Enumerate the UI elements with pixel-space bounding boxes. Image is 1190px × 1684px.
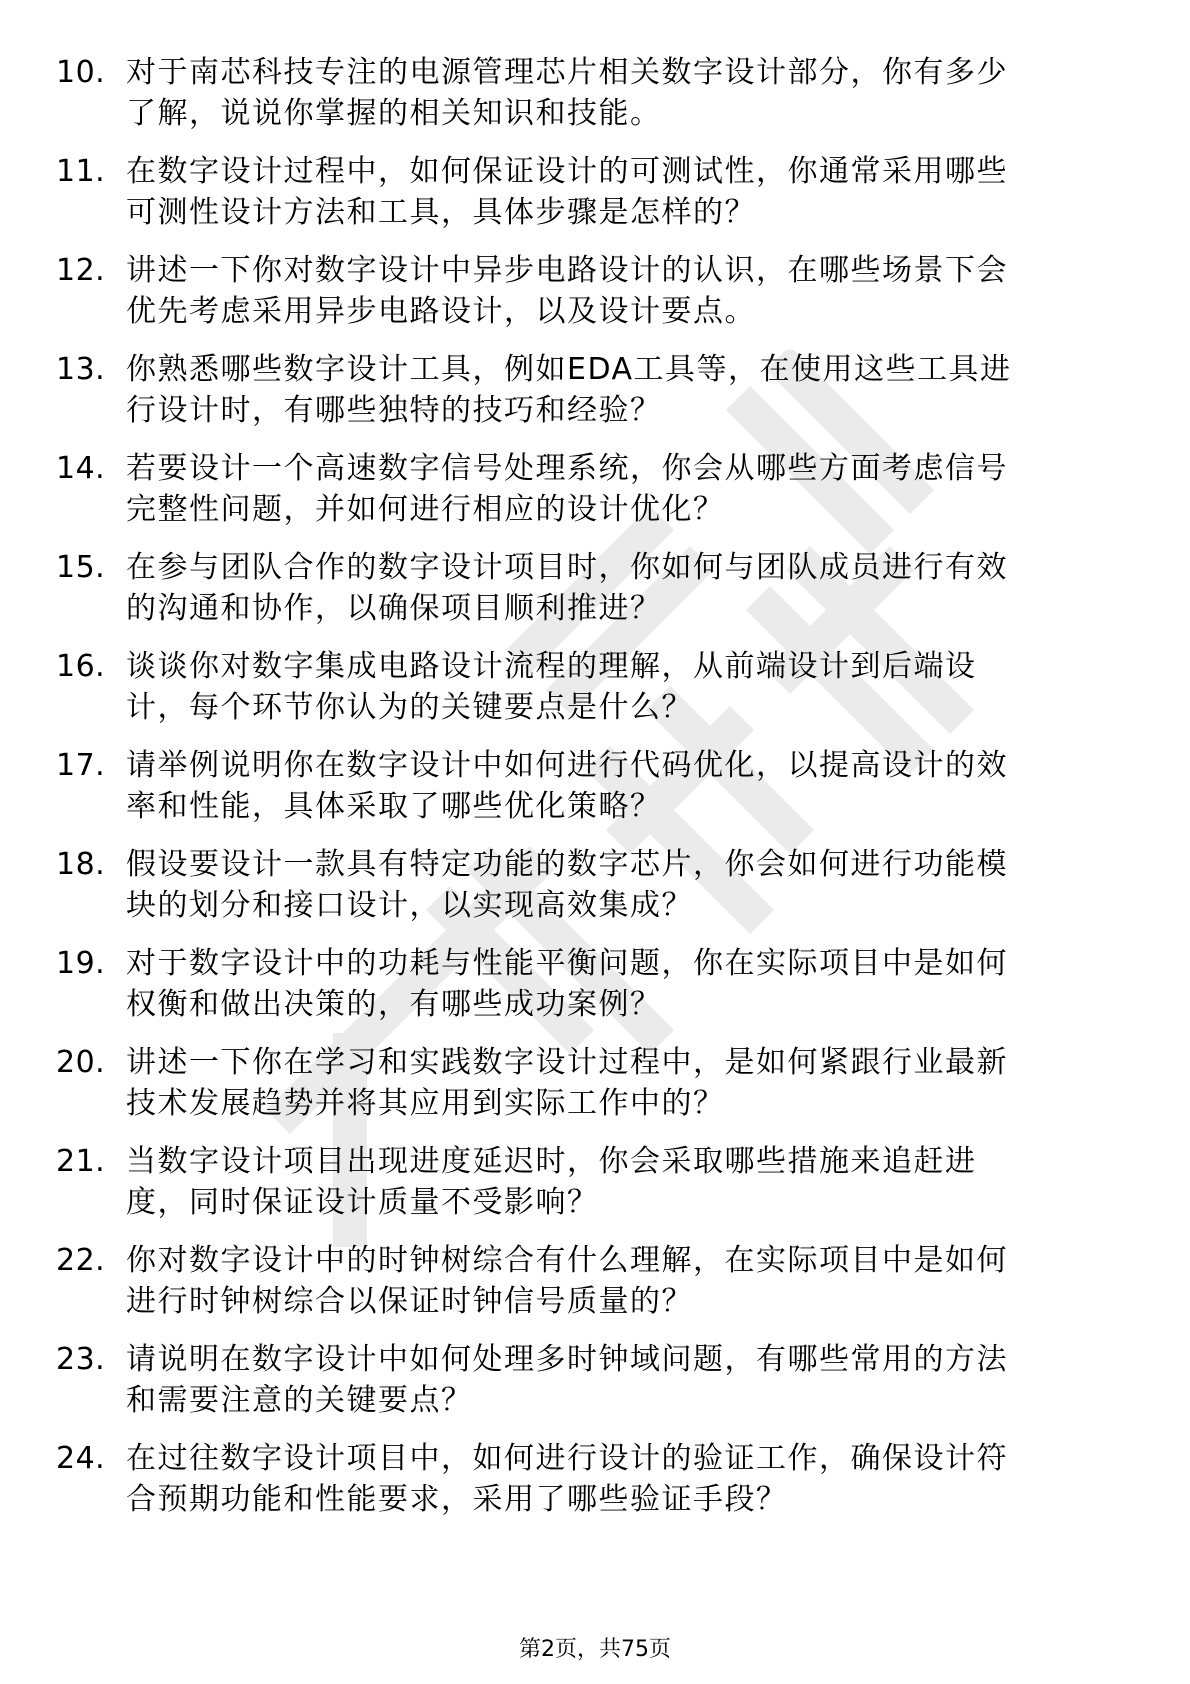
question-number: 19.	[56, 946, 106, 981]
list-item	[0, 349, 1190, 448]
list-item	[0, 52, 1190, 151]
list-item	[0, 1339, 1190, 1438]
question-line-2: 优先考虑采用异步电路设计，以及设计要点。	[126, 294, 756, 329]
list-item	[0, 547, 1190, 646]
list-item	[0, 250, 1190, 349]
question-text	[126, 52, 1126, 134]
question-line-1: 在过往数字设计项目中，如何进行设计的验证工作，确保设计符	[126, 1441, 1008, 1476]
list-item	[0, 151, 1190, 250]
question-text	[126, 943, 1126, 1025]
question-line-2: 技术发展趋势并将其应用到实际工作中的？	[126, 1086, 725, 1121]
question-text	[126, 1042, 1126, 1124]
question-number: 14.	[56, 451, 106, 486]
question-line-1: 在参与团队合作的数字设计项目时，你如何与团队成员进行有效	[126, 550, 1008, 585]
question-line-2: 和需要注意的关键要点？	[126, 1383, 473, 1418]
question-text	[126, 844, 1126, 926]
list-item	[0, 943, 1190, 1042]
question-line-2: 行设计时，有哪些独特的技巧和经验？	[126, 393, 662, 428]
question-text	[126, 250, 1126, 332]
question-text	[126, 448, 1126, 530]
question-text	[126, 1141, 1126, 1223]
question-number: 12.	[56, 253, 106, 288]
question-line-2: 率和性能，具体采取了哪些优化策略？	[126, 789, 662, 824]
question-line-1: 请说明在数字设计中如何处理多时钟域问题，有哪些常用的方法	[126, 1342, 1008, 1377]
list-item	[0, 1240, 1190, 1339]
question-line-1: 讲述一下你对数字设计中异步电路设计的认识，在哪些场景下会	[126, 253, 1008, 288]
question-text	[126, 349, 1126, 431]
question-number: 11.	[56, 154, 106, 189]
question-line-2: 了解，说说你掌握的相关知识和技能。	[126, 96, 662, 131]
list-item	[0, 1141, 1190, 1240]
question-number: 15.	[56, 550, 106, 585]
question-line-1: 你对数字设计中的时钟树综合有什么理解，在实际项目中是如何	[126, 1243, 1008, 1278]
question-line-2: 度，同时保证设计质量不受影响？	[126, 1185, 599, 1220]
question-line-2: 完整性问题，并如何进行相应的设计优化？	[126, 492, 725, 527]
list-item	[0, 1042, 1190, 1141]
question-line-2: 权衡和做出决策的，有哪些成功案例？	[126, 987, 662, 1022]
question-text	[126, 1339, 1126, 1421]
question-number: 18.	[56, 847, 106, 882]
list-item	[0, 646, 1190, 745]
question-line-2: 合预期功能和性能要求，采用了哪些验证手段？	[126, 1482, 788, 1517]
question-line-1: 若要设计一个高速数字信号处理系统，你会从哪些方面考虑信号	[126, 451, 1008, 486]
question-line-1: 讲述一下你在学习和实践数字设计过程中，是如何紧跟行业最新	[126, 1045, 1008, 1080]
question-text	[126, 646, 1126, 728]
list-item	[0, 448, 1190, 547]
question-line-1: 谈谈你对数字集成电路设计流程的理解，从前端设计到后端设	[126, 649, 977, 684]
question-text	[126, 1240, 1126, 1322]
question-text	[126, 745, 1126, 827]
question-line-2: 块的划分和接口设计，以实现高效集成？	[126, 888, 693, 923]
question-number: 21.	[56, 1144, 106, 1179]
question-line-1: 假设要设计一款具有特定功能的数字芯片，你会如何进行功能模	[126, 847, 1008, 882]
question-number: 17.	[56, 748, 106, 783]
question-line-1: 对于数字设计中的功耗与性能平衡问题，你在实际项目中是如何	[126, 946, 1008, 981]
list-item	[0, 745, 1190, 844]
question-line-2: 计，每个环节你认为的关键要点是什么？	[126, 690, 693, 725]
question-number: 10.	[56, 55, 106, 90]
question-line-1: 请举例说明你在数字设计中如何进行代码优化，以提高设计的效	[126, 748, 1008, 783]
question-list	[0, 52, 1190, 1537]
list-item	[0, 844, 1190, 943]
question-text	[126, 151, 1126, 233]
question-number: 23.	[56, 1342, 106, 1377]
question-line-2: 进行时钟树综合以保证时钟信号质量的？	[126, 1284, 693, 1319]
question-line-1: 对于南芯科技专注的电源管理芯片相关数字设计部分，你有多少	[126, 55, 1008, 90]
question-number: 24.	[56, 1441, 106, 1476]
question-line-2: 可测性设计方法和工具，具体步骤是怎样的？	[126, 195, 756, 230]
question-text	[126, 547, 1126, 629]
question-line-1: 你熟悉哪些数字设计工具，例如EDA工具等，在使用这些工具进	[126, 352, 1012, 387]
list-item	[0, 1438, 1190, 1537]
question-number: 16.	[56, 649, 106, 684]
question-number: 20.	[56, 1045, 106, 1080]
question-text	[126, 1438, 1126, 1520]
question-number: 13.	[56, 352, 106, 387]
question-number: 22.	[56, 1243, 106, 1278]
question-line-2: 的沟通和协作，以确保项目顺利推进？	[126, 591, 662, 626]
question-line-1: 在数字设计过程中，如何保证设计的可测试性，你通常采用哪些	[126, 154, 1008, 189]
question-line-1: 当数字设计项目出现进度延迟时，你会采取哪些措施来追赶进	[126, 1144, 977, 1179]
page-footer: 第2页，共75页	[519, 1637, 671, 1662]
